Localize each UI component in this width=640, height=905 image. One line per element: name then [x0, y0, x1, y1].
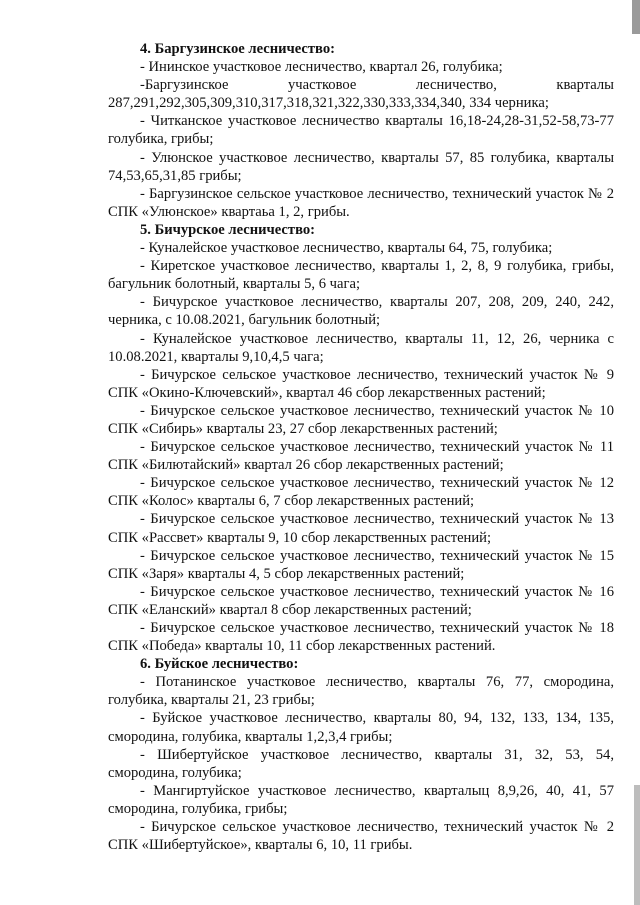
list-item: - Читканское участковое лесничество кварталы 16,18-24,28-31,52-58,73-77 голубика, грибы;	[108, 113, 614, 148]
list-item: - Бичурское сельское участковое лесничество, технический участок № 9 СПК «Окино-Ключевский», квартал 46 сбор лекарственных растений;	[108, 366, 614, 401]
section-bichura	[108, 221, 614, 655]
list-item: - Бичурское сельское участковое лесничество, технический участок № 18 СПК «Победа» кварталы 10, 11 сбор лекарственных растений.	[108, 620, 614, 655]
scan-edge-bottom	[634, 785, 640, 905]
list-item: - Бичурское сельское участковое лесничество, технический участок № 15 СПК «Заря» кварталы 4, 5 сбор лекарственных растений;	[108, 547, 614, 582]
list-item: -Баргузинское участковое лесничество, кварталы 287,291,292,305,309,310,317,318,321,322,330,333,334,340, 334 черника;	[108, 77, 614, 112]
section-heading: 6. Буйское лесничество:	[140, 656, 299, 673]
list-item: - Бичурское сельское участковое лесничество, технический участок № 16 СПК «Еланский» квартал 8 сбор лекарственных растений;	[108, 583, 614, 618]
list-item: - Буйское участковое лесничество, кварталы 80, 94, 132, 133, 134, 135, смородина, голубика, кварталы 1,2,3,4 грибы;	[108, 710, 614, 745]
list-item: - Бичурское сельское участковое лесничество, технический участок № 10 СПК «Сибирь» кварталы 23, 27 сбор лекарственных растений;	[108, 402, 614, 437]
list-item: - Ининское участковое лесничество, квартал 26, голубика;	[140, 59, 503, 76]
section-heading: 4. Баргузинское лесничество:	[140, 41, 335, 57]
list-item: - Шибертуйское участковое лесничество, кварталы 31, 32, 53, 54, смородина, голубика;	[108, 746, 614, 781]
list-item: - Улюнское участковое лесничество, кварталы 57, 85 голубика, кварталы 74,53,65,31,85 грибы;	[108, 149, 614, 184]
document-page	[108, 40, 614, 854]
list-item: - Бичурское сельское участковое лесничество, технический участок № 2 СПК «Шибертуйское», кварталы 6, 10, 11 грибы.	[108, 819, 614, 854]
list-item: - Бичурское сельское участковое лесничество, технический участок № 13 СПК «Рассвет» кварталы 9, 10 сбор лекарственных растений;	[108, 511, 614, 546]
section-buy	[108, 655, 614, 854]
list-item: - Бичурское сельское участковое лесничество, технический участок № 11 СПК «Билютайский» квартал 26 сбор лекарственных растений;	[108, 439, 614, 474]
list-item: - Киретское участковое лесничество, кварталы 1, 2, 8, 9 голубика, грибы, багульник болотный, кварталы 5, 6 чага;	[108, 258, 614, 293]
list-item: - Куналейское участковое лесничество, кварталы 11, 12, 26, черника с 10.08.2021, кварталы 9,10,4,5 чага;	[108, 330, 614, 365]
list-item: - Бичурское сельское участковое лесничество, технический участок № 12 СПК «Колос» кварталы 6, 7 сбор лекарственных растений;	[108, 475, 614, 510]
list-item: - Баргузинское сельское участковое лесничество, технический участок № 2 СПК «Улюнское» квартаьа 1, 2, грибы.	[108, 185, 614, 220]
list-item: - Бичурское участковое лесничество, кварталы 207, 208, 209, 240, 242, черника, с 10.08.2021, багульник болотный;	[108, 294, 614, 329]
list-item: - Куналейское участковое лесничество, кварталы 64, 75, голубика;	[140, 240, 553, 257]
section-barguzin	[108, 40, 614, 221]
list-item: - Мангиртуйское участковое лесничество, кварталыц 8,9,26, 40, 41, 57 смородина, голубика, грибы;	[108, 782, 614, 817]
scan-edge-top	[632, 0, 640, 34]
list-item: - Потанинское участковое лесничество, кварталы 76, 77, смородина, голубика, кварталы 21, 23 грибы;	[108, 674, 614, 709]
section-heading: 5. Бичурское лесничество:	[140, 221, 316, 238]
